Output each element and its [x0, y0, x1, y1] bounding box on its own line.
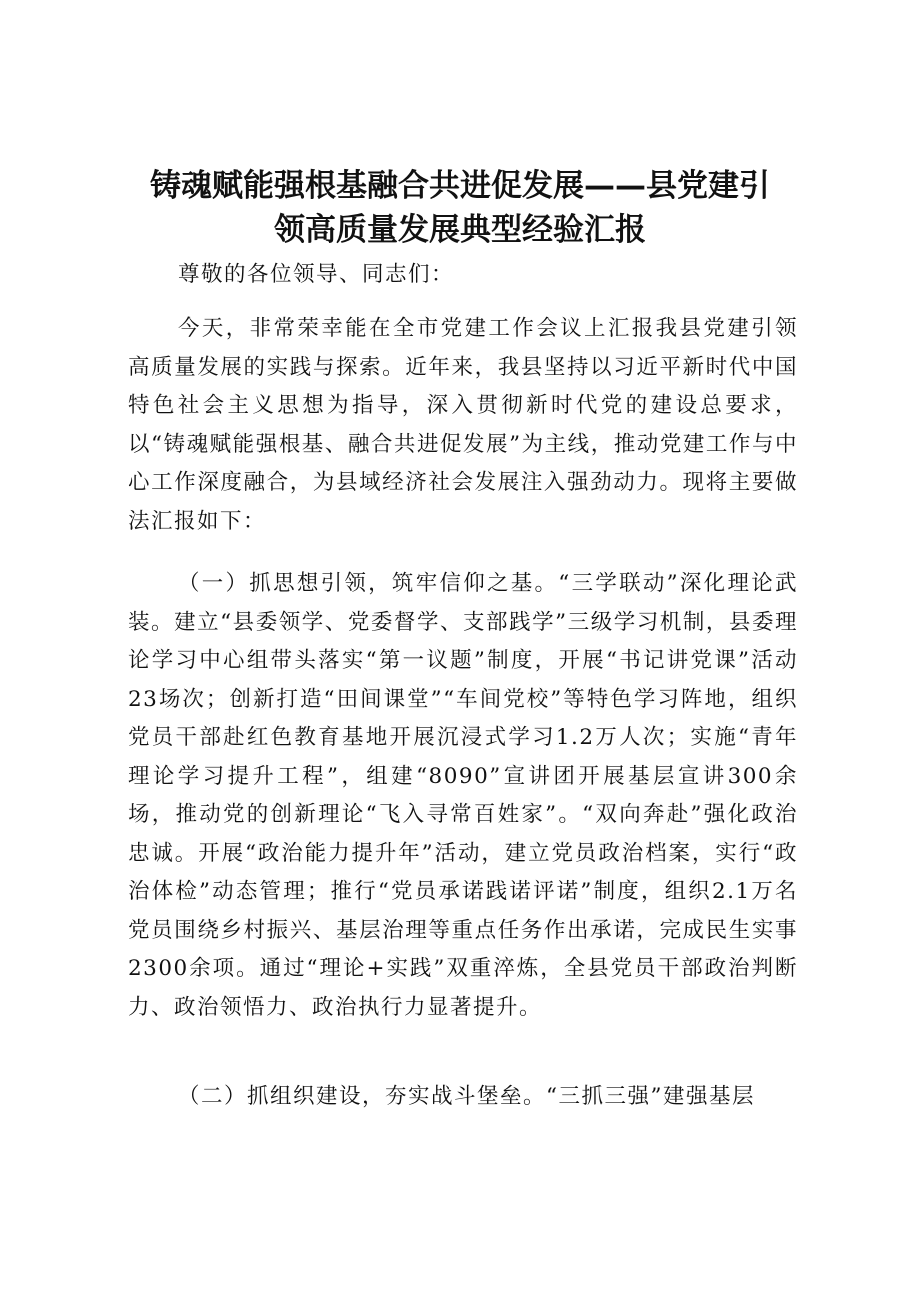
paragraph-section-2: （二）抓组织建设，夯实战斗堡垒。“三抓三强”建强基层 [178, 1084, 755, 1109]
document-title-line-2: 领高质量发展典型经验汇报 [274, 212, 646, 248]
greeting: 尊敬的各位领导、同志们： [178, 262, 455, 287]
document-title-line-1: 铸魂赋能强根基融合共进促发展——县党建引 [150, 168, 770, 204]
paragraph-section-1: （一）抓思想引领，筑牢信仰之基。“三学联动”深化理论武装。建立“县委领学、党委督学、支部践学”三级学习机制，县委理论学习中心组带头落实“第一议题”制度，开展“书记讲党课”活动23场次；创新打造“田间课堂”“车间党校”等特色学习阵地，组织党员干部赴红色教育基地开展沉浸式学习1.2万人次；实施“青年理论学习提升工程”，组建“8090”宣讲团开展基层宣讲300余场，推动党的创新理论“飞入寻常百姓家”。“双向奔赴”强化政治忠诚。开展“政治能力提升年”活动，建立党员政治档案，实行“政治体检”动态管理；推行“党员承诺践诺评诺”制度，组织2.1万名党员围绕乡村振兴、基层治理等重点任务作出承诺，完成民生实事2300余项。通过“理论+实践”双重淬炼，全县党员干部政治判断力、政治领悟力、政治执行力显著提升。 [128, 571, 798, 1020]
paragraph-intro: 今天，非常荣幸能在全市党建工作会议上汇报我县党建引领高质量发展的实践与探索。近年来，我县坚持以习近平新时代中国特色社会主义思想为指导，深入贯彻新时代党的建设总要求，以“铸魂赋能强根基、融合共进促发展”为主线，推动党建工作与中心工作深度融合，为县域经济社会发展注入强劲动力。现将主要做法汇报如下： [128, 316, 798, 534]
